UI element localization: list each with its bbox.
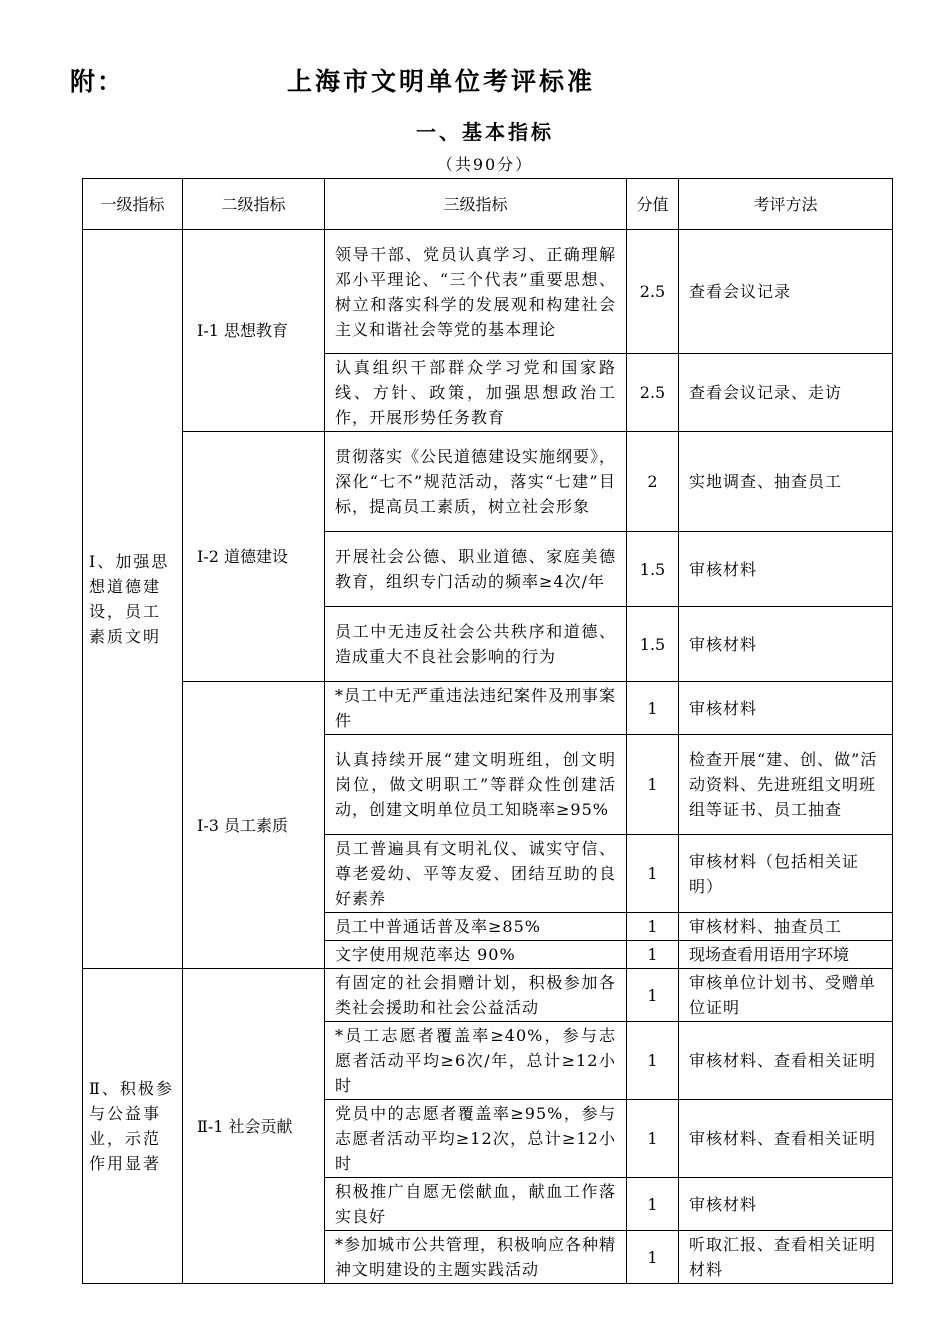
score-cell: 1: [627, 969, 679, 1022]
standards-table: [82, 178, 893, 1284]
score-cell: 1: [627, 682, 679, 735]
method-cell: 实地调查、抽查员工: [679, 432, 893, 532]
score-cell: 1: [627, 913, 679, 941]
attachment-label: 附：: [70, 67, 125, 96]
level3-cell: 有固定的社会捐赠计划，积极参加各类社会援助和社会公益活动: [325, 969, 627, 1022]
header-score: 分值: [627, 179, 679, 230]
level1-cell: Ⅱ、积极参与公益事业，示范作用显著: [83, 969, 183, 1284]
method-cell: 审核材料: [679, 682, 893, 735]
method-cell: 查看会议记录、走访: [679, 354, 893, 432]
score-cell: 1.5: [627, 607, 679, 682]
score-cell: 2: [627, 432, 679, 532]
level1-cell: Ⅰ、加强思想道德建设，员工素质文明: [83, 230, 183, 969]
page-title: 上海市文明单位考评标准: [287, 67, 596, 96]
method-cell: 听取汇报、查看相关证明材料: [679, 1231, 893, 1284]
level3-cell: 员工中普通话普及率≥85%: [325, 913, 627, 941]
header-level3: 三级指标: [325, 179, 627, 230]
method-cell: 审核材料: [679, 532, 893, 607]
table-row: [83, 969, 893, 1022]
level3-cell: 认真组织干部群众学习党和国家路线、方针、政策，加强思想政治工作，开展形势任务教育: [325, 354, 627, 432]
score-cell: 1: [627, 1231, 679, 1284]
score-cell: 1: [627, 1022, 679, 1100]
total-score: （共90分）: [436, 155, 534, 174]
section-title: 一、基本指标: [416, 120, 554, 144]
level3-cell: *员工中无严重违法违纪案件及刑事案件: [325, 682, 627, 735]
method-cell: 审核材料（包括相关证明）: [679, 835, 893, 913]
method-cell: 审核单位计划书、受赠单位证明: [679, 969, 893, 1022]
score-cell: 1: [627, 941, 679, 969]
level3-cell: 党员中的志愿者覆盖率≥95%，参与志愿者活动平均≥12次，总计≥12小时: [325, 1100, 627, 1178]
level3-cell: 贯彻落实《公民道德建设实施纲要》，深化“七不”规范活动，落实“七建”目标，提高员工素质，树立社会形象: [325, 432, 627, 532]
level3-cell: 领导干部、党员认真学习、正确理解邓小平理论、“三个代表”重要思想、树立和落实科学的发展观和构建社会主义和谐社会等党的基本理论: [325, 230, 627, 354]
method-cell: 审核材料、查看相关证明: [679, 1100, 893, 1178]
table-row: [83, 432, 893, 532]
method-cell: 审核材料: [679, 1178, 893, 1231]
level2-cell: Ⅰ-1 思想教育: [183, 230, 325, 432]
level3-cell: 文字使用规范率达 90%: [325, 941, 627, 969]
level2-cell: Ⅱ-1 社会贡献: [183, 969, 325, 1284]
method-cell: 审核材料: [679, 607, 893, 682]
method-cell: 审核材料、抽查员工: [679, 913, 893, 941]
score-cell: 1: [627, 735, 679, 835]
method-cell: 查看会议记录: [679, 230, 893, 354]
header-method: 考评方法: [679, 179, 893, 230]
score-cell: 1: [627, 1100, 679, 1178]
table-header-row: [83, 179, 893, 230]
header-level1: 一级指标: [83, 179, 183, 230]
method-cell: 审核材料、查看相关证明: [679, 1022, 893, 1100]
level2-cell: Ⅰ-3 员工素质: [183, 682, 325, 969]
header-level2: 二级指标: [183, 179, 325, 230]
method-cell: 现场查看用语用字环境: [679, 941, 893, 969]
score-cell: 1: [627, 1178, 679, 1231]
score-cell: 2.5: [627, 230, 679, 354]
level3-cell: 员工普遍具有文明礼仪、诚实守信、尊老爱幼、平等友爱、团结互助的良好素养: [325, 835, 627, 913]
level3-cell: 积极推广自愿无偿献血，献血工作落实良好: [325, 1178, 627, 1231]
level3-cell: 开展社会公德、职业道德、家庭美德教育，组织专门活动的频率≥4次/年: [325, 532, 627, 607]
table-row: [83, 682, 893, 735]
method-cell: 检查开展“建、创、做”活动资料、先进班组文明班组等证书、员工抽查: [679, 735, 893, 835]
score-cell: 1: [627, 835, 679, 913]
level3-cell: 员工中无违反社会公共秩序和道德、造成重大不良社会影响的行为: [325, 607, 627, 682]
level3-cell: *参加城市公共管理，积极响应各种精神文明建设的主题实践活动: [325, 1231, 627, 1284]
score-cell: 2.5: [627, 354, 679, 432]
level3-cell: 认真持续开展“建文明班组，创文明岗位，做文明职工”等群众性创建活动，创建文明单位员工知晓率≥95%: [325, 735, 627, 835]
level3-cell: *员工志愿者覆盖率≥40%，参与志愿者活动平均≥6次/年，总计≥12小时: [325, 1022, 627, 1100]
table-row: [83, 230, 893, 354]
level2-cell: Ⅰ-2 道德建设: [183, 432, 325, 682]
score-cell: 1.5: [627, 532, 679, 607]
